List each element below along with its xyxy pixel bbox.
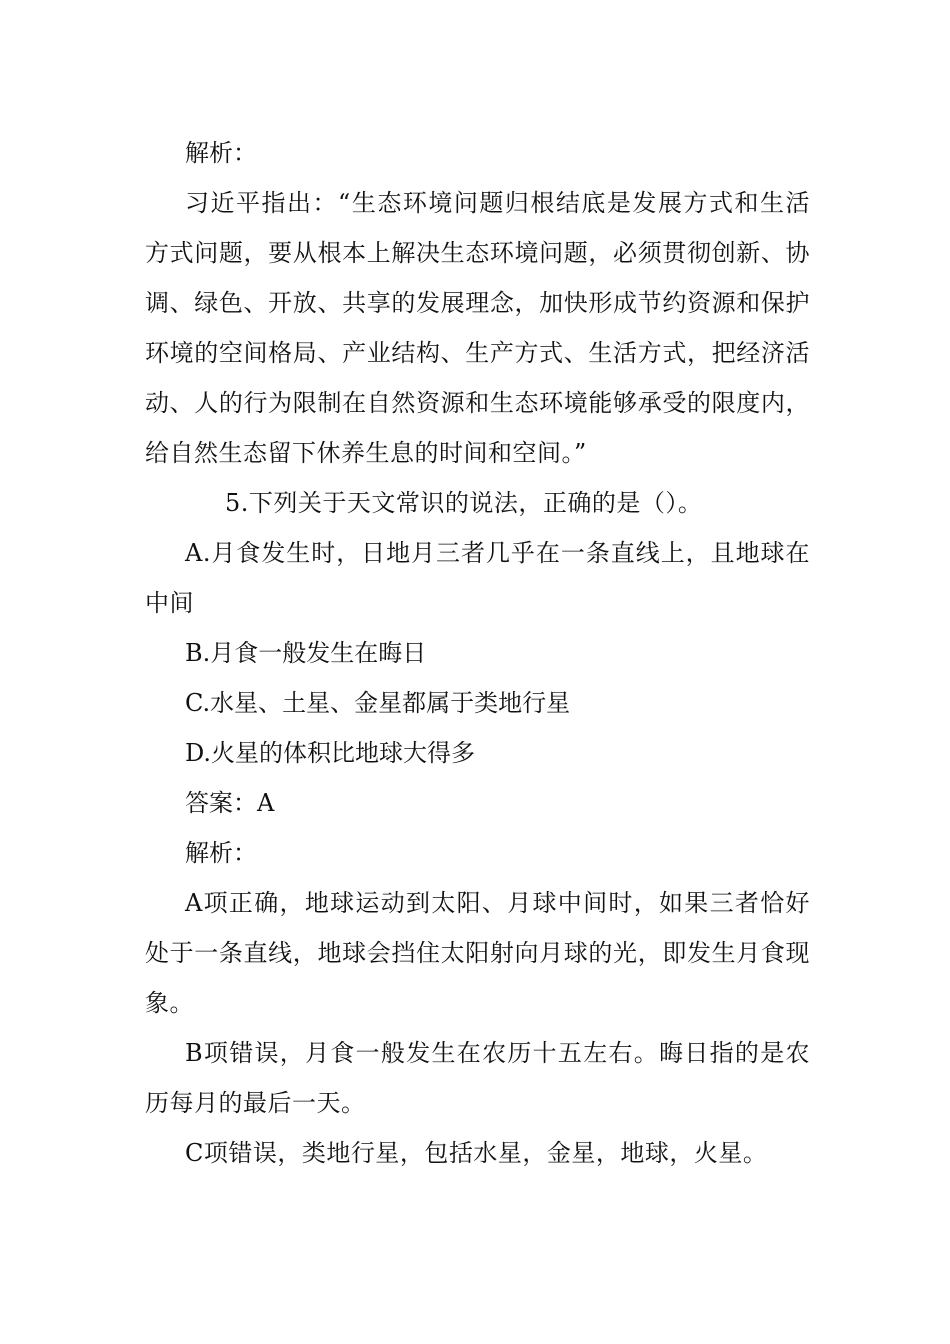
document-page bbox=[145, 128, 810, 1178]
option-d: D.火星的体积比地球大得多 bbox=[185, 739, 476, 767]
answer-line: 答案：A bbox=[185, 789, 275, 817]
analysis-paragraph-a: A项正确，地球运动到太阳、月球中间时，如果三者恰好处于一条直线，地球会挡住太阳射向月球的光，即发生月食现象。 bbox=[145, 889, 810, 1017]
analysis-label: 解析： bbox=[185, 839, 257, 867]
analysis-paragraph: 习近平指出：“生态环境问题归根结底是发展方式和生活方式问题，要从根本上解决生态环境问题，必须贯彻创新、协调、绿色、开放、共享的发展理念，加快形成节约资源和保护环境的空间格局、产业结构、生产方式、生活方式，把经济活动、人的行为限制在自然资源和生态环境能够承受的限度内，给自然生态留下休养生息的时间和空间。” bbox=[145, 189, 810, 467]
analysis-paragraph-c: C项错误，类地行星，包括水星，金星，地球，火星。 bbox=[185, 1139, 768, 1167]
option-a: A.月食发生时，日地月三者几乎在一条直线上，且地球在中间 bbox=[145, 539, 810, 617]
option-c: C.水星、土星、金星都属于类地行星 bbox=[185, 689, 571, 717]
option-b: B.月食一般发生在晦日 bbox=[185, 639, 427, 667]
question-stem: 5.下列关于天文常识的说法，正确的是（）。 bbox=[225, 489, 703, 517]
analysis-label: 解析： bbox=[185, 139, 257, 167]
analysis-paragraph-b: B项错误，月食一般发生在农历十五左右。晦日指的是农历每月的最后一天。 bbox=[145, 1039, 810, 1117]
